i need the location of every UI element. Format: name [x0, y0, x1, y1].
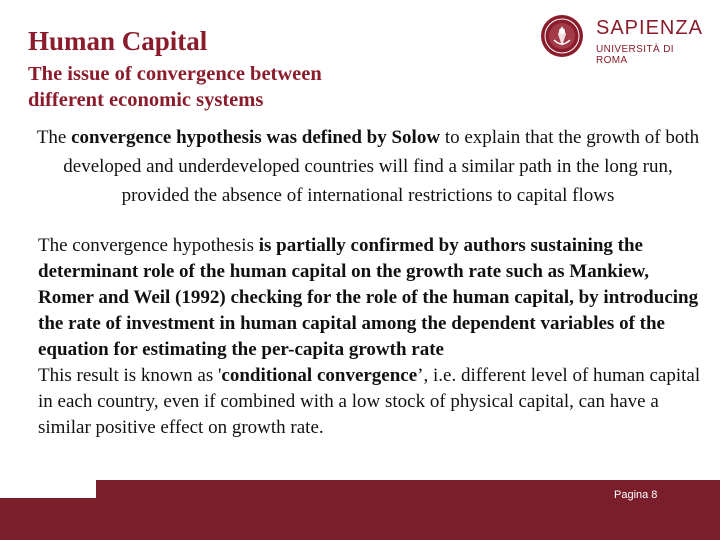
- footer-bar-left: [0, 498, 96, 540]
- slide-title: Human Capital: [28, 26, 208, 56]
- convergence-paragraph: [34, 123, 702, 210]
- para1-text-start: The: [36, 127, 72, 148]
- para2-bold-text: is partially confirmed by authors sustaining the determinant role of the human capital on the growth rate such as Mankiew, Romer and Weil (1992) checking for the role of the human capital, by introducing the rate of investment in human capital among the dependent variables of the equation for estimating the per-capita growth rate: [38, 235, 699, 360]
- sapienza-logo: [540, 14, 703, 66]
- human-capital-paragraph: [38, 233, 706, 441]
- slide-subtitle: The issue of convergence between different economic systems: [28, 63, 322, 111]
- logo-subtitle: UNIVERSITÀ DI ROMA: [596, 44, 674, 66]
- logo-name: SAPIENZA: [596, 17, 703, 39]
- para1-bold-text: convergence hypothesis was defined by Solow: [71, 127, 441, 148]
- conditional-convergence-term: conditional convergence: [221, 365, 418, 386]
- page-number: Pagina 8: [614, 489, 658, 501]
- para2-result-text: This result is known as ': [38, 365, 222, 386]
- para2-text-end: ’, i.e. different level of human capital in each country, even if combined with a low stock of physical capital, can have a similar positive effect on growth rate.: [38, 365, 701, 438]
- university-seal-icon: [540, 14, 584, 58]
- para2-text-start: The convergence hypothesis: [38, 235, 259, 256]
- para1-text-end: to explain that the growth of both developed and underdeveloped countries will find a similar path in the long run, provided the absence of international restrictions to capital flows: [63, 127, 700, 206]
